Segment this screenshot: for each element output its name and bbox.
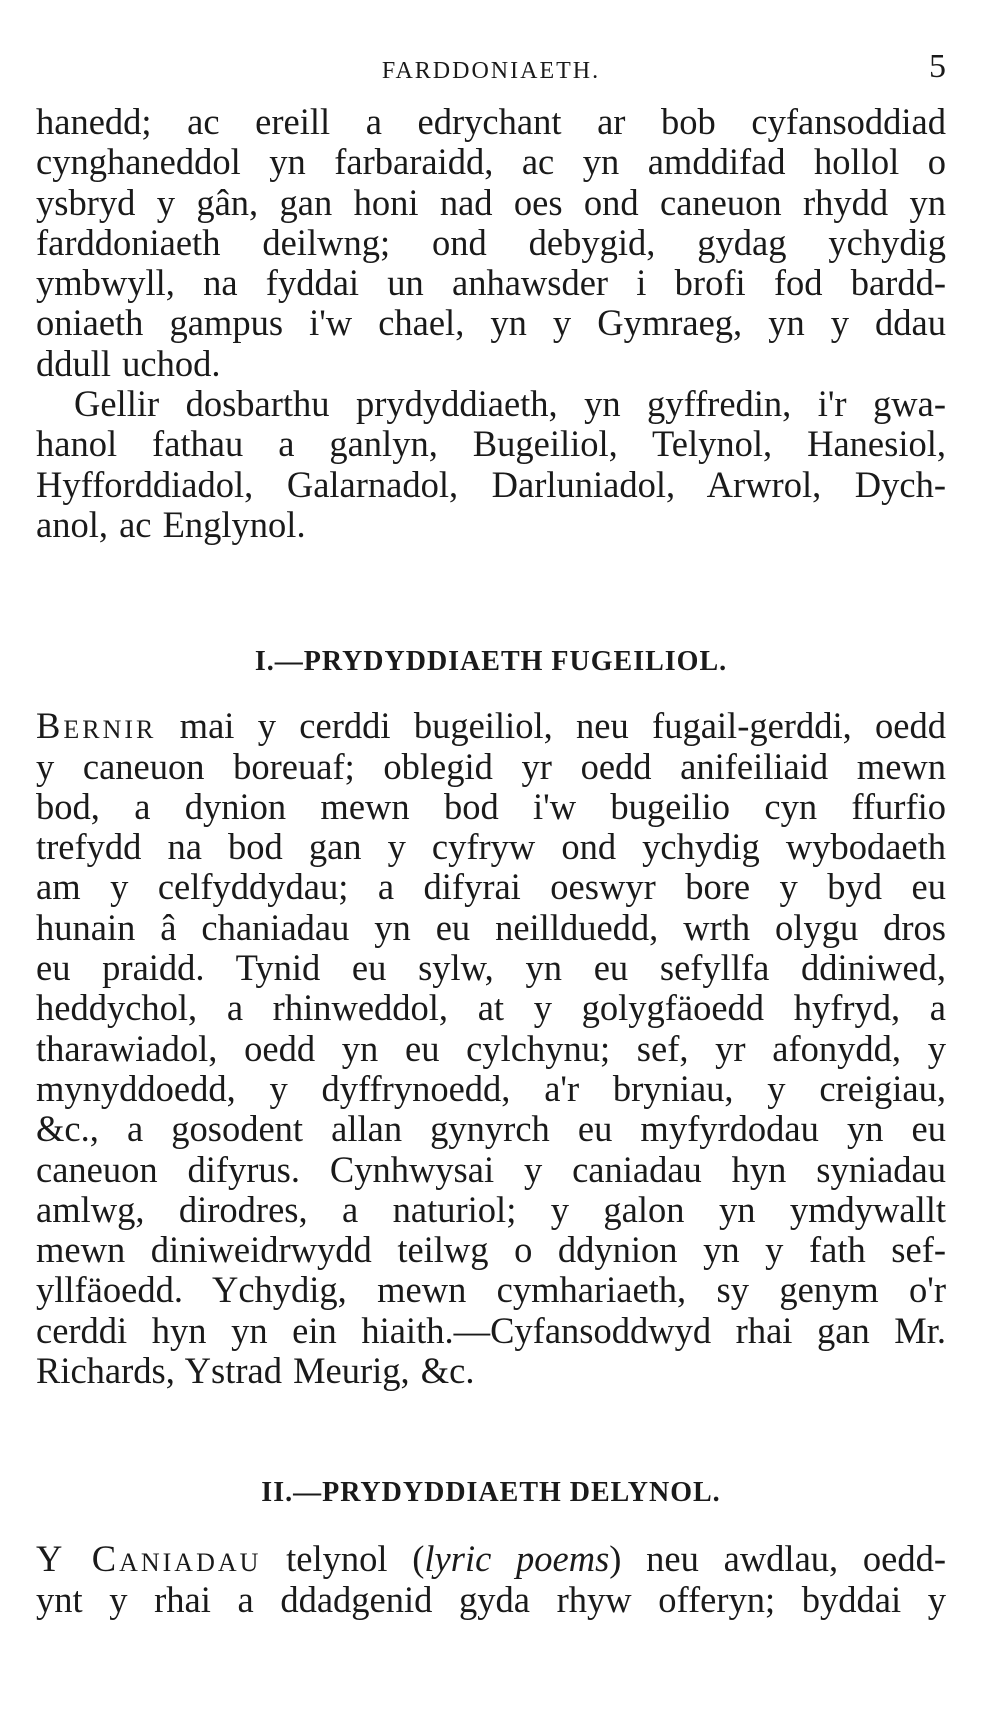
text-line: ddull uchod.: [36, 342, 221, 384]
text-line: [36, 706, 946, 746]
text-line: Hyfforddiadol, Galarnadol, Darluniadol, Arwrol, Dych-: [36, 463, 946, 505]
text-line: heddychol, a rhinweddol, at y golygfäoedd hyfryd, a: [36, 987, 946, 1029]
text-line: hanedd; ac ereill a edrychant ar bob cyfansoddiad: [36, 101, 946, 142]
book-page: [36, 46, 946, 1620]
text-line: anol, ac Englynol.: [36, 503, 306, 545]
text-line: bod, a dynion mewn bod i'w bugeilio cyn ffurfio: [36, 785, 946, 827]
text-line: Gellir dosbarthu prydyddiaeth, yn gyffredin, i'r gwa-: [74, 383, 946, 425]
text-line: amlwg, dirodres, a naturiol; y galon yn ymdywallt: [36, 1188, 946, 1230]
text-line: cynghaneddol yn farbaraidd, ac yn amddifad hollol o: [36, 141, 946, 183]
section-heading-lyric: II.—PRYDYDDIAETH DELYNOL.: [261, 1477, 721, 1509]
text-line: mewn diniweidrwydd teilwg o ddynion yn y fath sef-: [36, 1229, 946, 1271]
text-line: trefydd na bod gan y cyfryw ond ychydig wybodaeth: [36, 826, 946, 868]
text-line: hanol fathau a ganlyn, Bugeiliol, Telynol, Hanesiol,: [36, 423, 946, 465]
text-line: eu praidd. Tynid eu sylw, yn eu sefyllfa ddiniwed,: [36, 947, 946, 989]
text-line: Richards, Ystrad Meurig, &c.: [36, 1350, 475, 1392]
section-heading-pastoral: I.—PRYDYDDIAETH FUGEILIOL.: [254, 646, 728, 678]
text-fragment: ) neu awdlau, oedd-: [609, 1538, 946, 1580]
text-line: ysbryd y gân, gan honi nad oes ond caneuon rhydd yn: [36, 181, 946, 223]
running-title: FARDDONIAETH.: [381, 58, 601, 84]
text-line: yllfäoedd. Ychydig, mewn cymhariaeth, sy genym o'r: [36, 1269, 946, 1311]
text-line: &c., a gosodent allan gynyrch eu myfyrdodau yn eu: [36, 1108, 946, 1150]
text-fragment: mai y cerddi bugeiliol, neu fugail-gerddi, oedd: [156, 705, 946, 747]
intro-paragraph-1: [36, 102, 946, 384]
drop-word: Bernir: [36, 705, 157, 747]
text-line: oniaeth gampus i'w chael, yn y Gymraeg, yn y ddau: [36, 302, 946, 344]
page-number: 5: [929, 48, 946, 85]
drop-word: Y Caniadau: [36, 1538, 262, 1580]
text-line: hunain â chaniadau yn eu neillduedd, wrth olygu dros: [36, 906, 946, 948]
text-line: [36, 1539, 946, 1579]
text-line: cerddi hyn yn ein hiaith.—Cyfansoddwyd rhai gan Mr.: [36, 1309, 946, 1351]
text-fragment: telynol (: [261, 1538, 425, 1580]
lyric-paragraph: [36, 1539, 946, 1620]
text-line: y caneuon boreuaf; oblegid yr oedd anifeiliaid mewn: [36, 745, 946, 787]
text-line: ymbwyll, na fyddai un anhawsder i brofi fod bardd-: [36, 262, 946, 304]
pastoral-paragraph: [36, 706, 946, 1391]
running-head: [36, 46, 946, 96]
italic-phrase: lyric poems: [424, 1538, 610, 1580]
text-line: mynyddoedd, y dyffrynoedd, a'r bryniau, y creigiau,: [36, 1067, 946, 1109]
intro-paragraph-2: [36, 384, 946, 545]
text-line: farddoniaeth deilwng; ond debygid, gydag ychydig: [36, 221, 946, 263]
text-line: ynt y rhai a ddadgenid gyda rhyw offeryn; byddai y: [36, 1578, 946, 1620]
text-line: caneuon difyrus. Cynhwysai y caniadau hyn syniadau: [36, 1148, 946, 1190]
text-line: am y celfyddydau; a difyrai oeswyr bore y byd eu: [36, 866, 946, 908]
text-line: tharawiadol, oedd yn eu cylchynu; sef, yr afonydd, y: [36, 1027, 946, 1069]
